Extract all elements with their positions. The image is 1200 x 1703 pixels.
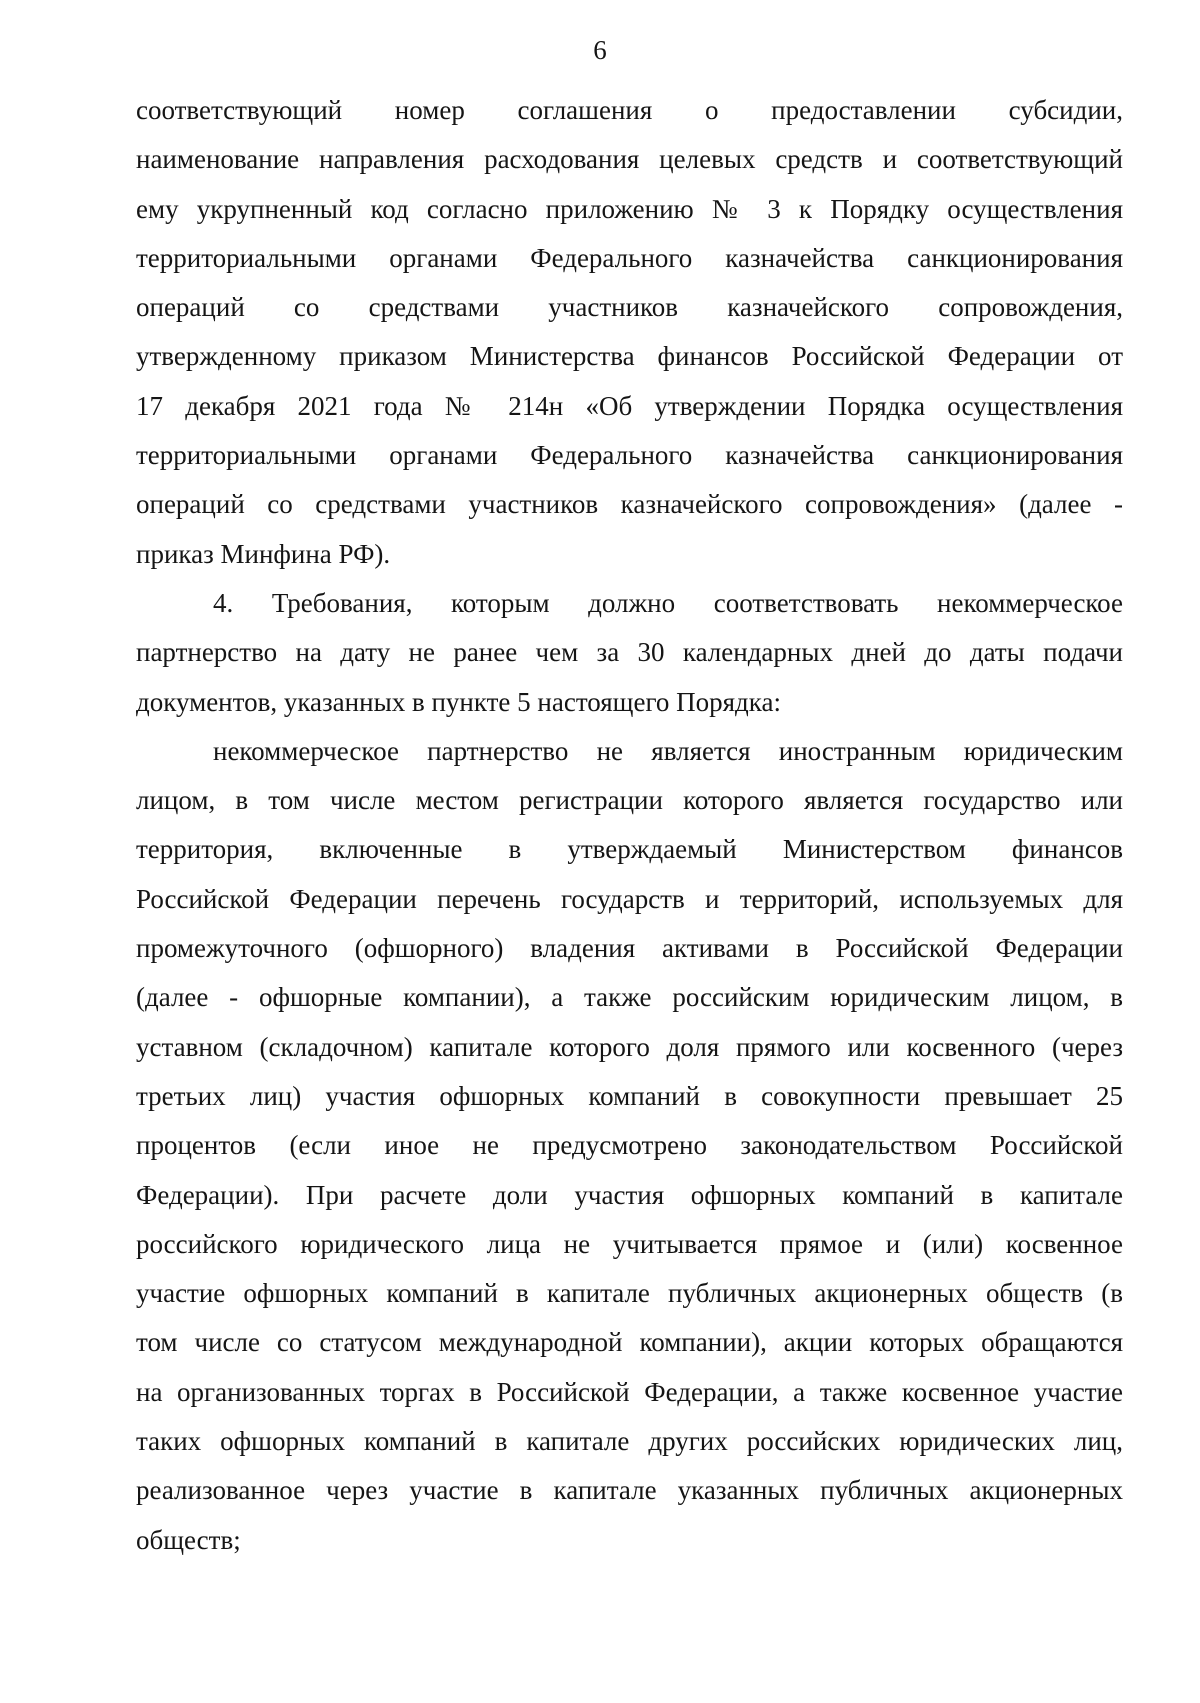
text-line: 4. Требования, которым должно соответствовать некоммерческое	[213, 587, 1123, 618]
page-number: 6	[593, 35, 607, 65]
text-line: таких офшорных компаний в капитале других российских юридических лиц,	[136, 1426, 1123, 1457]
text-line: реализованное через участие в капитале указанных публичных акционерных	[136, 1475, 1123, 1506]
text-line: наименование направления расходования целевых средств и соответствующий	[136, 144, 1123, 175]
text-line: российского юридического лица не учитывается прямое и (или) косвенное	[136, 1228, 1123, 1259]
text-line: лицом, в том числе местом регистрации которого является государство или	[136, 785, 1123, 816]
text-line: Российской Федерации перечень государств и территорий, используемых для	[136, 883, 1123, 914]
text-line: территория, включенные в утверждаемый Министерством финансов	[136, 834, 1123, 865]
text-line: операций со средствами участников казначейского сопровождения» (далее -	[136, 489, 1123, 520]
text-line: на организованных торгах в Российской Федерации, а также косвенное участие	[136, 1376, 1123, 1407]
text-line: обществ;	[136, 1524, 241, 1555]
text-line: том числе со статусом международной компании), акции которых обращаются	[136, 1327, 1123, 1358]
text-line: приказ Минфина РФ).	[136, 538, 391, 569]
text-line: уставном (складочном) капитале которого доля прямого или косвенного (через	[136, 1031, 1123, 1062]
text-line: (далее - офшорные компании), а также российским юридическим лицом, в	[136, 982, 1123, 1013]
text-line: территориальными органами Федерального казначейства санкционирования	[136, 242, 1123, 273]
text-line: Федерации). При расчете доли участия офшорных компаний в капитале	[136, 1179, 1123, 1210]
text-line: 17 декабря 2021 года № 214н «Об утверждении Порядка осуществления	[136, 390, 1123, 421]
text-line: процентов (если иное не предусмотрено законодательством Российской	[136, 1130, 1123, 1161]
text-line: территориальными органами Федерального казначейства санкционирования	[136, 440, 1123, 471]
text-line: участие офшорных компаний в капитале публичных акционерных обществ (в	[136, 1278, 1123, 1309]
text-line: операций со средствами участников казначейского сопровождения,	[136, 292, 1123, 323]
text-line: утвержденному приказом Министерства финансов Российской Федерации от	[136, 341, 1123, 372]
text-line: третьих лиц) участия офшорных компаний в совокупности превышает 25	[136, 1080, 1123, 1111]
text-line: партнерство на дату не ранее чем за 30 календарных дней до даты подачи	[136, 637, 1123, 668]
text-line: некоммерческое партнерство не является иностранным юридическим	[213, 735, 1123, 766]
text-line: промежуточного (офшорного) владения активами в Российской Федерации	[136, 933, 1123, 964]
text-line: документов, указанных в пункте 5 настоящего Порядка:	[136, 686, 781, 717]
text-line: ему укрупненный код согласно приложению № 3 к Порядку осуществления	[136, 193, 1123, 224]
text-line: соответствующий номер соглашения о предоставлении субсидии,	[136, 95, 1123, 125]
body-text	[136, 86, 1123, 1565]
